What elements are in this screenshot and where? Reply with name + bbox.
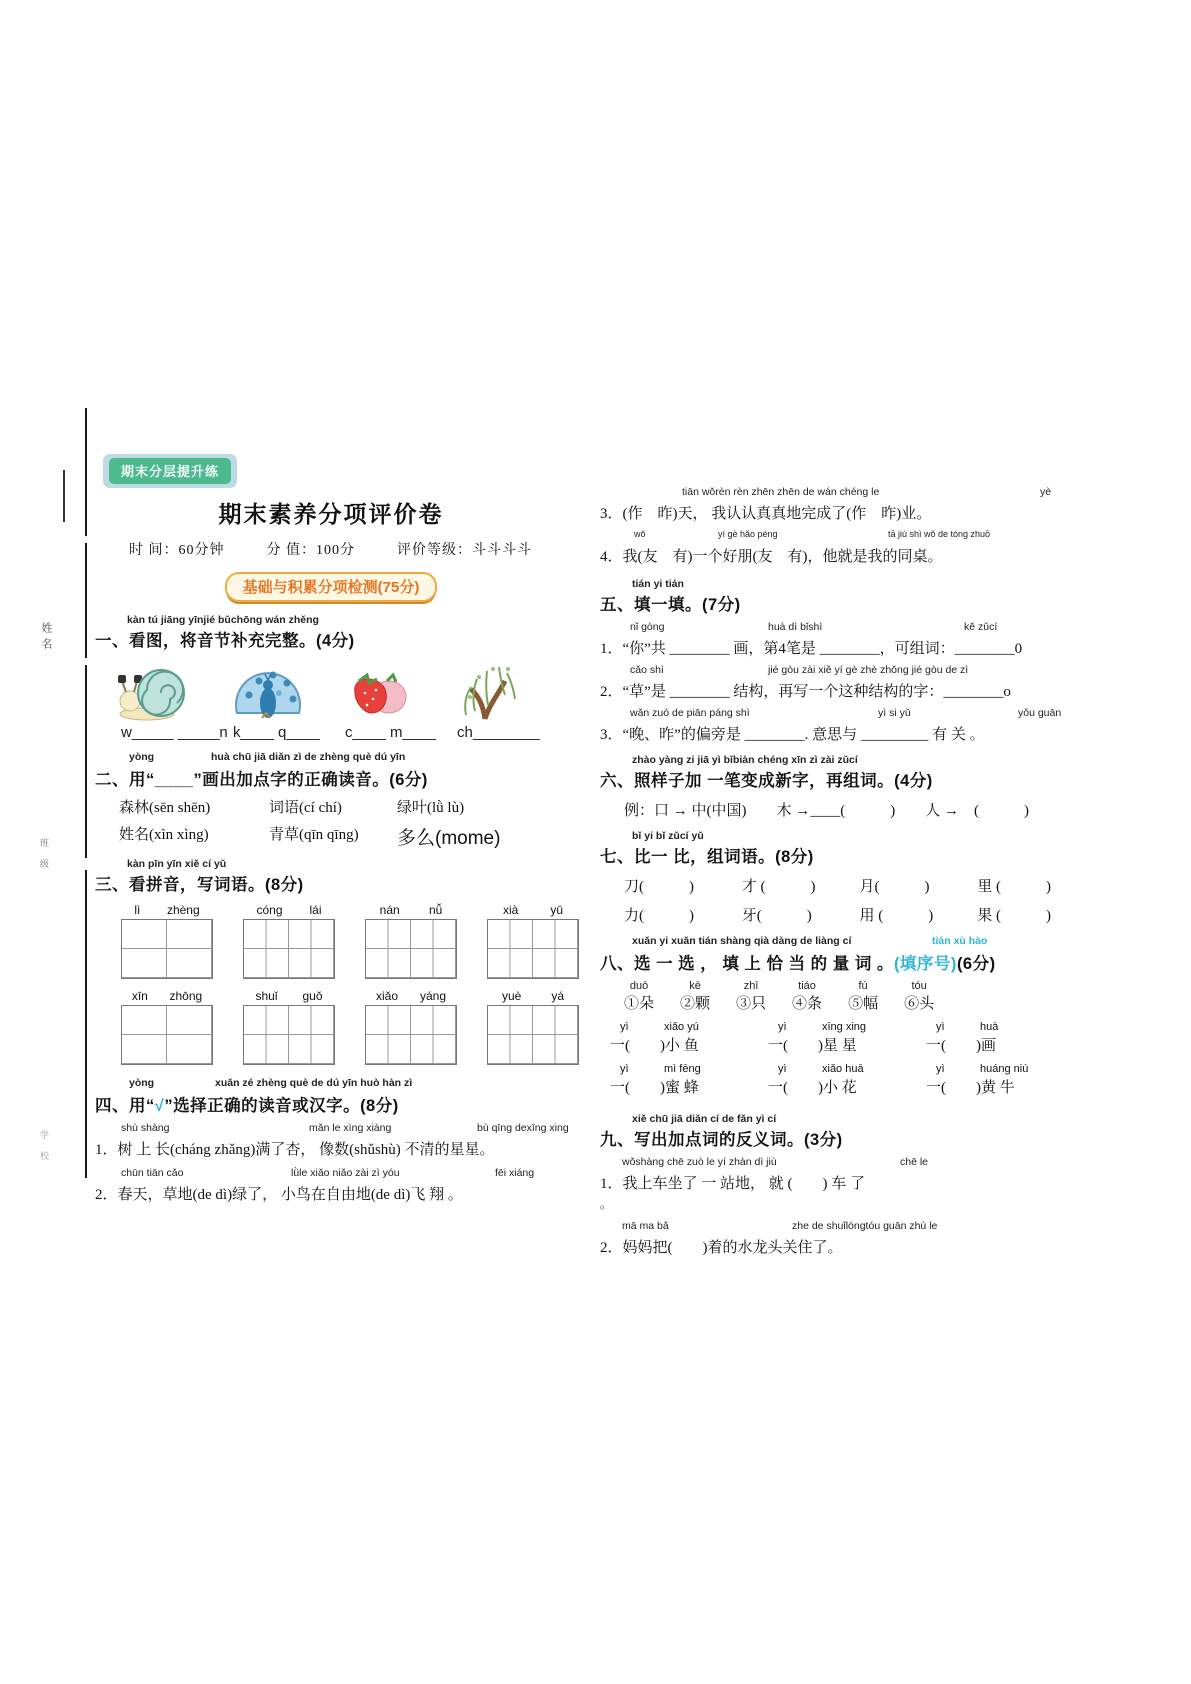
section-7	[600, 830, 1095, 925]
grid-pinyin: yǔ	[550, 903, 563, 917]
grid-pinyin: nán	[379, 903, 400, 917]
measure-word-item	[926, 1021, 1084, 1055]
inline-pinyin: huà dì bǐshì	[768, 621, 823, 633]
section-8-pinyin: xuǎn yi xuǎn tián shàng qià dàng de liàng cí	[632, 935, 852, 947]
section-2-pinyin-a: yòng	[129, 751, 155, 763]
item-pinyin: xiǎo yú	[664, 1021, 699, 1033]
grid-pinyin: yá	[551, 989, 564, 1003]
section-5-pinyin: tián yi tián	[632, 578, 684, 590]
writing-grid	[487, 919, 579, 979]
inline-pinyin: fēi xiáng	[495, 1167, 535, 1179]
inline-pinyin: wǒshàng chē zuò le yí zhàn dì jiù	[622, 1156, 777, 1168]
exam-tag-label: 期末分层提升练	[121, 464, 220, 479]
section-8	[600, 935, 1095, 1097]
measure-word-options	[600, 980, 1095, 1013]
option-label: ⑤幅	[848, 996, 879, 1012]
section-2-title: 二、用“____”画出加点字的正确读音。(6分)	[95, 771, 428, 789]
s7-row-1	[600, 875, 1095, 896]
grid-pinyin: yáng	[419, 989, 446, 1003]
answer-blank-strawberry: c____ m____	[345, 724, 436, 741]
section-8-pinyin-row	[600, 935, 1095, 949]
inline-pinyin: bù qīng dexīng xing	[477, 1122, 569, 1134]
option-label: ④条	[792, 996, 823, 1012]
grid-pinyin: xīn	[131, 989, 148, 1003]
section-9-pinyin: xiě chū jiā diǎn cí de fǎn yì cí	[632, 1113, 777, 1125]
s4-item4-text: 4．我(友 有)一个好朋(友 有)，他就是我的同桌。	[600, 549, 943, 565]
word-choice-item: 姓名(xìn xìng)	[119, 827, 209, 843]
section-8-title-main: 八、选 一 选 ， 填 上 恰 当 的 量 词 。	[600, 955, 894, 973]
s4-item3-text: 3．(作 昨)天， 我认认真真地完成了(作 昨)业。	[600, 506, 932, 522]
strawberry-image	[345, 663, 415, 721]
s5-item2-pinyin-row	[600, 664, 1095, 678]
writing-grid	[365, 1005, 457, 1065]
section-2-items	[95, 796, 567, 850]
section-1-pinyin: kàn tú jiāng yīnjié bǔchōng wán zhěng	[127, 614, 319, 626]
writing-grid-row-1	[95, 903, 567, 979]
inline-pinyin: chē le	[900, 1156, 929, 1168]
item-text: 一( )小 花	[768, 1080, 857, 1096]
writing-grid	[365, 919, 457, 979]
grid-pinyin: zhōng	[169, 989, 203, 1003]
inline-pinyin: yì si yǔ	[878, 707, 911, 719]
measure-word-item	[768, 1063, 926, 1097]
section-9-title: 九、写出加点词的反义词。(3分)	[600, 1131, 843, 1149]
grid-pinyin: lì	[134, 903, 141, 917]
grid-pinyin: lái	[309, 903, 322, 917]
paper-meta-row	[95, 539, 567, 559]
section-6	[600, 754, 1095, 820]
word-choice-item: 多么(mome)	[397, 828, 501, 849]
s5-item3-text: 3．“晚、昨”的偏旁是 ________. 意思与 _________ 有 关 。	[600, 727, 985, 743]
s7-row-2	[600, 904, 1095, 925]
section-8-title-score: (6分)	[956, 955, 996, 973]
binding-line-segment	[85, 408, 87, 536]
measure-word-item	[610, 1021, 768, 1055]
writing-grid	[121, 1005, 213, 1065]
compare-word-item: 牙( )	[741, 908, 812, 924]
writing-grid-block	[365, 989, 457, 1065]
paper-title: 期末素养分项评价卷	[218, 501, 444, 527]
item-pinyin: yì	[778, 1021, 787, 1033]
compare-word-item: 果 ( )	[977, 908, 1051, 924]
left-column	[95, 458, 567, 1204]
exam-tag-badge	[109, 458, 231, 484]
meta-time: 时 间：60分钟	[129, 543, 225, 558]
s4-item3-pinyin-row	[600, 486, 1095, 500]
right-column	[600, 486, 1095, 1257]
item-text: 一( )星 星	[768, 1038, 857, 1054]
item-pinyin: yì	[936, 1063, 945, 1075]
writing-grid-block	[487, 903, 579, 979]
option-pinyin: duō	[629, 980, 649, 992]
section-1-answers	[95, 724, 567, 741]
item-pinyin: huà	[980, 1021, 999, 1033]
answer-blank-peacock: k____ q____	[233, 724, 320, 741]
s5-item2-text: 2．“草”是 ________ 结构，再写一个这种结构的字：________o	[600, 684, 1011, 700]
option-item	[848, 980, 878, 1013]
section-2-pinyin-row	[95, 751, 567, 765]
grid-pinyin: shuǐ	[255, 989, 278, 1003]
section-8-title-accent: (填序号)	[893, 955, 957, 973]
item-pinyin: yì	[620, 1021, 629, 1033]
inline-pinyin: yǒu guān	[1018, 707, 1062, 719]
option-item	[792, 980, 822, 1013]
section-7-pinyin: bǐ yi bǐ zǔcí yǔ	[632, 830, 704, 842]
compare-word-item: 才 ( )	[741, 879, 816, 895]
writing-grid-block	[243, 903, 335, 979]
word-choice-item: 青草(qīn qīng)	[269, 827, 359, 843]
inline-pinyin: chūn tiān cǎo	[121, 1167, 184, 1179]
writing-grid	[243, 1005, 335, 1065]
section-8-pinyin-accent: tián xù hào	[932, 935, 988, 947]
section-4-title	[95, 1092, 567, 1116]
s5-item1-pinyin-row	[600, 621, 1095, 635]
word-choice-item: 词语(cí chí)	[269, 800, 342, 816]
section-4-pinyin-b: xuǎn zé zhèng què de dú yīn huò hàn zì	[215, 1077, 413, 1089]
section-4-pinyin-a: yòng	[129, 1077, 155, 1089]
measure-word-item	[610, 1063, 768, 1097]
option-pinyin: fú	[858, 980, 868, 992]
s9-item1-wrap-period: 。	[600, 1197, 613, 1211]
inline-pinyin: yè	[1040, 486, 1052, 498]
option-item	[904, 980, 934, 1013]
section-6-pinyin: zhào yàng zi jiā yì bǐbiàn chéng xīn zì zài zǔcí	[632, 754, 858, 766]
word-choice-item: 绿叶(lǜ lù)	[397, 800, 465, 816]
grid-pinyin: xiǎo	[375, 989, 398, 1003]
word-choice-item: 森林(sēn shēn)	[119, 800, 211, 816]
meta-grade: 评价等级：斗斗斗斗	[397, 543, 532, 558]
s9-item2-text: 2．妈妈把( )着的水龙头关住了。	[600, 1240, 843, 1256]
item-pinyin: xīng xing	[822, 1021, 867, 1033]
measure-word-items-row-1	[600, 1021, 1095, 1055]
item-pinyin: yì	[778, 1063, 787, 1075]
inline-pinyin: shù shàng	[121, 1122, 170, 1134]
option-label: ①朵	[624, 996, 655, 1012]
s9-item1-pinyin-row	[600, 1156, 1095, 1170]
section-2-pinyin-b: huà chū jiā diǎn zì de zhèng què dú yīn	[211, 751, 406, 763]
inline-pinyin: mā ma bǎ	[622, 1220, 669, 1232]
check-mark: √	[154, 1097, 165, 1115]
section-5	[600, 578, 1095, 744]
inline-pinyin: wǒ	[634, 529, 646, 539]
section-7-title: 七、比一 比，组词语。(8分)	[600, 848, 814, 866]
option-pinyin: tóu	[911, 980, 927, 992]
snail-image	[117, 659, 191, 721]
measure-word-item	[768, 1021, 926, 1055]
section-6-title: 六、照样子加 一笔变成新字，再组词。(4分)	[600, 772, 933, 790]
item-text: 一( )黄 牛	[926, 1080, 1015, 1096]
grid-pinyin: cóng	[256, 903, 283, 917]
writing-grid-row-2	[95, 989, 567, 1065]
compare-word-item: 月( )	[859, 879, 930, 895]
item-text: 一( )蜜 蜂	[610, 1080, 699, 1096]
grid-pinyin: yuè	[501, 989, 522, 1003]
binding-line-segment	[85, 665, 87, 858]
section-1-title: 一、看图，将音节补充完整。(4分)	[95, 632, 355, 650]
s4-item2-text: 2．春天，草地(de dì)绿了， 小鸟在自由地(de dì)飞 翔 。	[95, 1187, 463, 1203]
option-item	[736, 980, 766, 1013]
option-pinyin: kē	[689, 980, 701, 992]
section-4-pinyin-row	[95, 1077, 567, 1091]
inline-pinyin: tā jiù shì wǒ de tóng zhuō	[888, 529, 991, 539]
s9-item2-pinyin-row	[600, 1220, 1095, 1234]
item-text: 一( )画	[926, 1038, 996, 1054]
answer-blank-willow: ch________	[457, 724, 540, 741]
meta-score: 分 值：100分	[266, 543, 355, 558]
section-3	[95, 858, 567, 1065]
willow-image	[453, 657, 523, 721]
item-pinyin: yì	[936, 1021, 945, 1033]
binding-line-segment	[85, 543, 87, 658]
s4-item1-pinyin-row	[95, 1122, 567, 1136]
item-pinyin: huáng niú	[980, 1063, 1029, 1075]
binding-tick-line	[63, 470, 65, 522]
unit-badge: 基础与积累分项检测(75分)	[225, 572, 438, 602]
inline-pinyin: nǐ gòng	[630, 621, 665, 633]
inline-pinyin: jié gòu zài xiě yí gè zhè zhǒng jié gòu de zì	[768, 664, 969, 676]
item-pinyin: yì	[620, 1063, 629, 1075]
section-8-title	[600, 950, 1095, 974]
section-4	[95, 1077, 567, 1204]
section-4-title-post: ”选择正确的读音或汉字。(8分)	[164, 1097, 399, 1115]
compare-word-item: 用 ( )	[859, 908, 934, 924]
inline-pinyin: yí gè hǎo péng	[718, 529, 778, 539]
section-1-images	[95, 657, 567, 721]
compare-word-item: 里 ( )	[977, 879, 1051, 895]
option-item	[624, 980, 654, 1013]
inline-pinyin: zhe de shuǐlóngtóu guān zhù le	[792, 1220, 938, 1232]
compare-word-item: 力( )	[624, 908, 694, 924]
writing-grid	[121, 919, 213, 979]
section-1	[95, 614, 567, 741]
section-9	[600, 1113, 1095, 1257]
option-pinyin: tiáo	[798, 980, 816, 992]
unit-badge-wrap	[95, 572, 567, 602]
writing-grid-block	[365, 903, 457, 979]
answer-blank-snail: w_____ _____n	[121, 724, 228, 741]
grid-pinyin: xià	[502, 903, 519, 917]
section-2	[95, 751, 567, 850]
inline-pinyin: wǎn zuó de piān páng shì	[630, 707, 750, 719]
section-5-title: 五、填一填。(7分)	[600, 596, 741, 614]
grid-pinyin: zhèng	[166, 903, 200, 917]
s5-item3-pinyin-row	[600, 707, 1095, 721]
writing-grid-block	[243, 989, 335, 1065]
inline-pinyin: kě zǔcí	[964, 621, 998, 633]
section-4-title-pre: 四、用“	[95, 1097, 155, 1115]
item-pinyin: mì fēng	[664, 1063, 701, 1075]
inline-pinyin: tiān wǒrèn rèn zhēn zhēn de wán chéng le	[682, 486, 880, 498]
option-item	[680, 980, 710, 1013]
inline-pinyin: mǎn le xìng xiàng	[309, 1122, 392, 1134]
measure-word-items-row-2	[600, 1063, 1095, 1097]
option-pinyin: zhī	[743, 980, 759, 992]
margin-school-label: 学 校	[39, 1130, 49, 1166]
s6-example: 例：口 → 中(中国) 木 →____( ) 人 → ( )	[624, 803, 1029, 819]
inline-pinyin: cǎo shì	[630, 664, 664, 676]
grid-pinyin: guǒ	[302, 989, 323, 1003]
binding-line-segment	[85, 870, 87, 1178]
s4-item1-text: 1．树 上 长(cháng zhǎng)满了杏， 像数(shǔshù) 不清的星星。	[95, 1142, 495, 1158]
peacock-image	[229, 657, 307, 721]
item-text: 一( )小 鱼	[610, 1038, 699, 1054]
option-label: ③只	[736, 996, 767, 1012]
inline-pinyin: lǜle xiǎo niǎo zài zì yóu	[291, 1167, 400, 1179]
section-3-pinyin: kàn pīn yīn xiě cí yǔ	[127, 858, 227, 870]
writing-grid	[487, 1005, 579, 1065]
writing-grid-block	[121, 989, 213, 1065]
s4-item4-pinyin-row	[600, 529, 1095, 543]
s9-item1-text: 1．我上车坐了 一 站地， 就 ( ) 车 了	[600, 1176, 865, 1192]
writing-grid-block	[487, 989, 579, 1065]
measure-word-item	[926, 1063, 1084, 1097]
s5-item1-text: 1．“你”共 ________ 画，第4笔是 ________，可组词：________0	[600, 641, 1023, 657]
section-3-title: 三、看拼音，写词语。(8分)	[95, 876, 304, 894]
grid-pinyin: nǚ	[428, 903, 443, 917]
writing-grid-block	[121, 903, 213, 979]
margin-class-label: 班 级	[39, 838, 49, 874]
item-pinyin: xiǎo huā	[822, 1063, 864, 1075]
s4-item2-pinyin-row	[95, 1167, 567, 1181]
compare-word-item: 刀( )	[624, 879, 694, 895]
option-label: ②颗	[680, 996, 711, 1012]
option-label: ⑥头	[904, 996, 935, 1012]
writing-grid	[243, 919, 335, 979]
margin-name-label: 姓名	[40, 622, 52, 654]
